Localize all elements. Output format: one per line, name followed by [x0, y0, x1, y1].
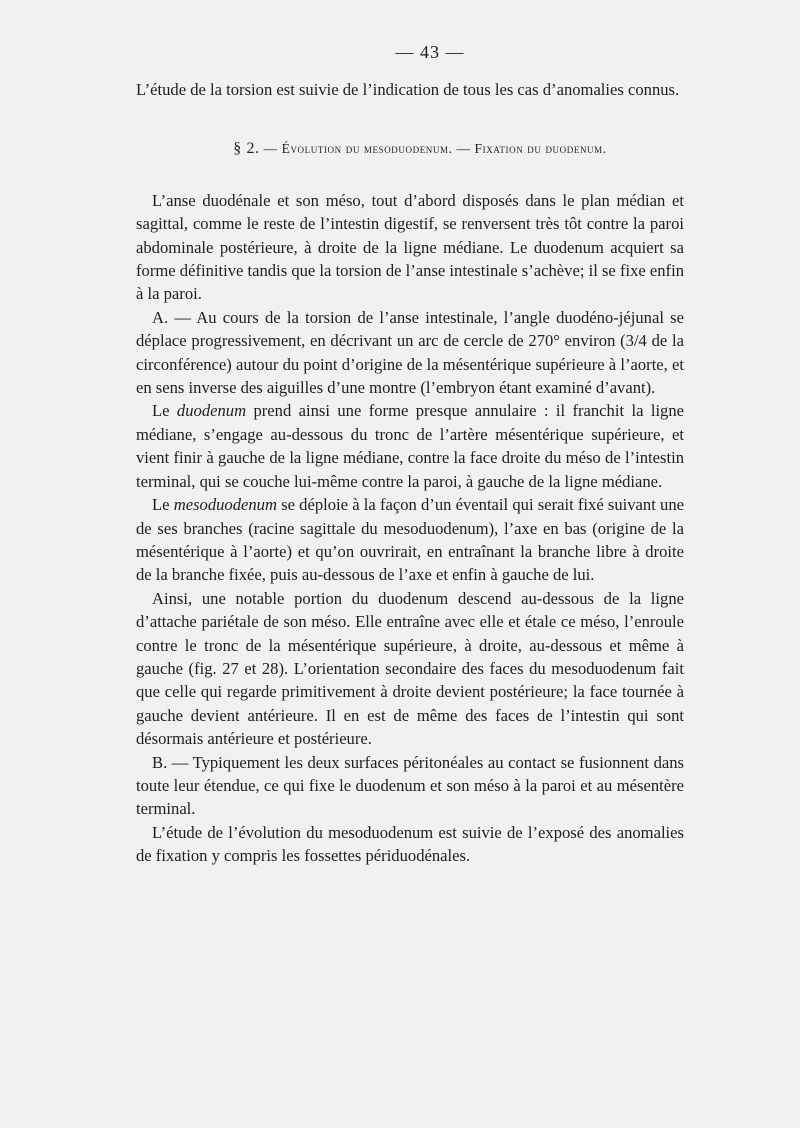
paragraph-3-lead: Le — [152, 401, 170, 421]
section-heading — [136, 137, 684, 160]
paragraph-3 — [136, 399, 684, 493]
paragraph-5: Ainsi, une notable portion du duodenum descend au-dessous de la ligne d’attache pariétale de son méso. Elle entraîne avec elle et étale ce méso, l’enroule contre le tronc de la mésentérique supérieure, à droite, au-dessous et même à gauche (fig. 27 et 28). L’orientation secondaire des faces du mesoduodenum fait que celle qui regarde primitivement à droite devient postérieure; la face tournée à gauche devient antérieure. Il en est de même des faces de l’intestin qui sont désormais antérieure et postérieure. — [136, 588, 684, 749]
page-body — [136, 78, 684, 868]
paragraph-4-rest: se déploie à la façon d’un éventail qui serait fixé suivant une de ses branches (racine sagittale du mesoduodenum), l’axe en bas (origine de la mésentérique à l’aorte) et qu’on ouvrirait, en entraînant la branche libre à droite de la branche fixée, puis au-dessous de l’axe et enfin à gauche de lui. — [136, 495, 684, 585]
paragraph-3-rest: prend ainsi une forme presque annulaire : il franchit la ligne médiane, s’engage au-dessous du tronc de l’artère mésentérique supérieure, et vient finir à gauche de la ligne médiane, contre la face droite du méso de l’intestin terminal, qui se couche lui-même contre la paroi, à gauche de la ligne médiane. — [136, 401, 685, 491]
paragraph-4-lead: Le — [152, 495, 170, 515]
paragraph-4 — [136, 493, 684, 587]
paragraph-7: L’étude de l’évolution du mesoduodenum est suivie de l’exposé des anomalies de fixation y compris les fossettes périduodénales. — [136, 822, 684, 866]
page-number: — 43 — — [395, 42, 465, 62]
section-title-part2: — Fixation du duodenum. — [456, 141, 607, 157]
paragraph-6: B. — Typiquement les deux surfaces péritonéales au contact se fusionnent dans toute leur étendue, ce qui fixe le duodenum et son méso à la paroi et au mésentère terminal. — [136, 752, 684, 819]
section-title-part1: — Évolution du mesoduodenum. — [263, 141, 453, 157]
section-number: § 2. — [233, 140, 260, 158]
paragraph-1: L’anse duodénale et son méso, tout d’abord disposés dans le plan médian et sagittal, comme le reste de l’intestin digestif, se renversent très tôt contre la paroi abdominale postérieure, à droite de la ligne médiane. Le duodenum acquiert sa forme définitive tandis que la torsion de l’anse intestinale s’achève; il se fixe enfin à la paroi. — [136, 190, 684, 304]
paragraph-2: A. — Au cours de la torsion de l’anse intestinale, l’angle duodéno-jéjunal se déplace progressivement, en décrivant un arc de cercle de 270° environ (3/4 de la circonférence) autour du point d’origine de la mésentérique supérieure à l’aorte, et en sens inverse des aiguilles d’une montre (l’embryon étant examiné d’avant). — [136, 307, 684, 398]
paragraph-3-term: duodenum — [176, 401, 247, 421]
intro-paragraph: L’étude de la torsion est suivie de l’indication de tous les cas d’anomalies connus. — [136, 80, 680, 99]
paragraph-4-term: mesoduodenum — [173, 495, 277, 515]
